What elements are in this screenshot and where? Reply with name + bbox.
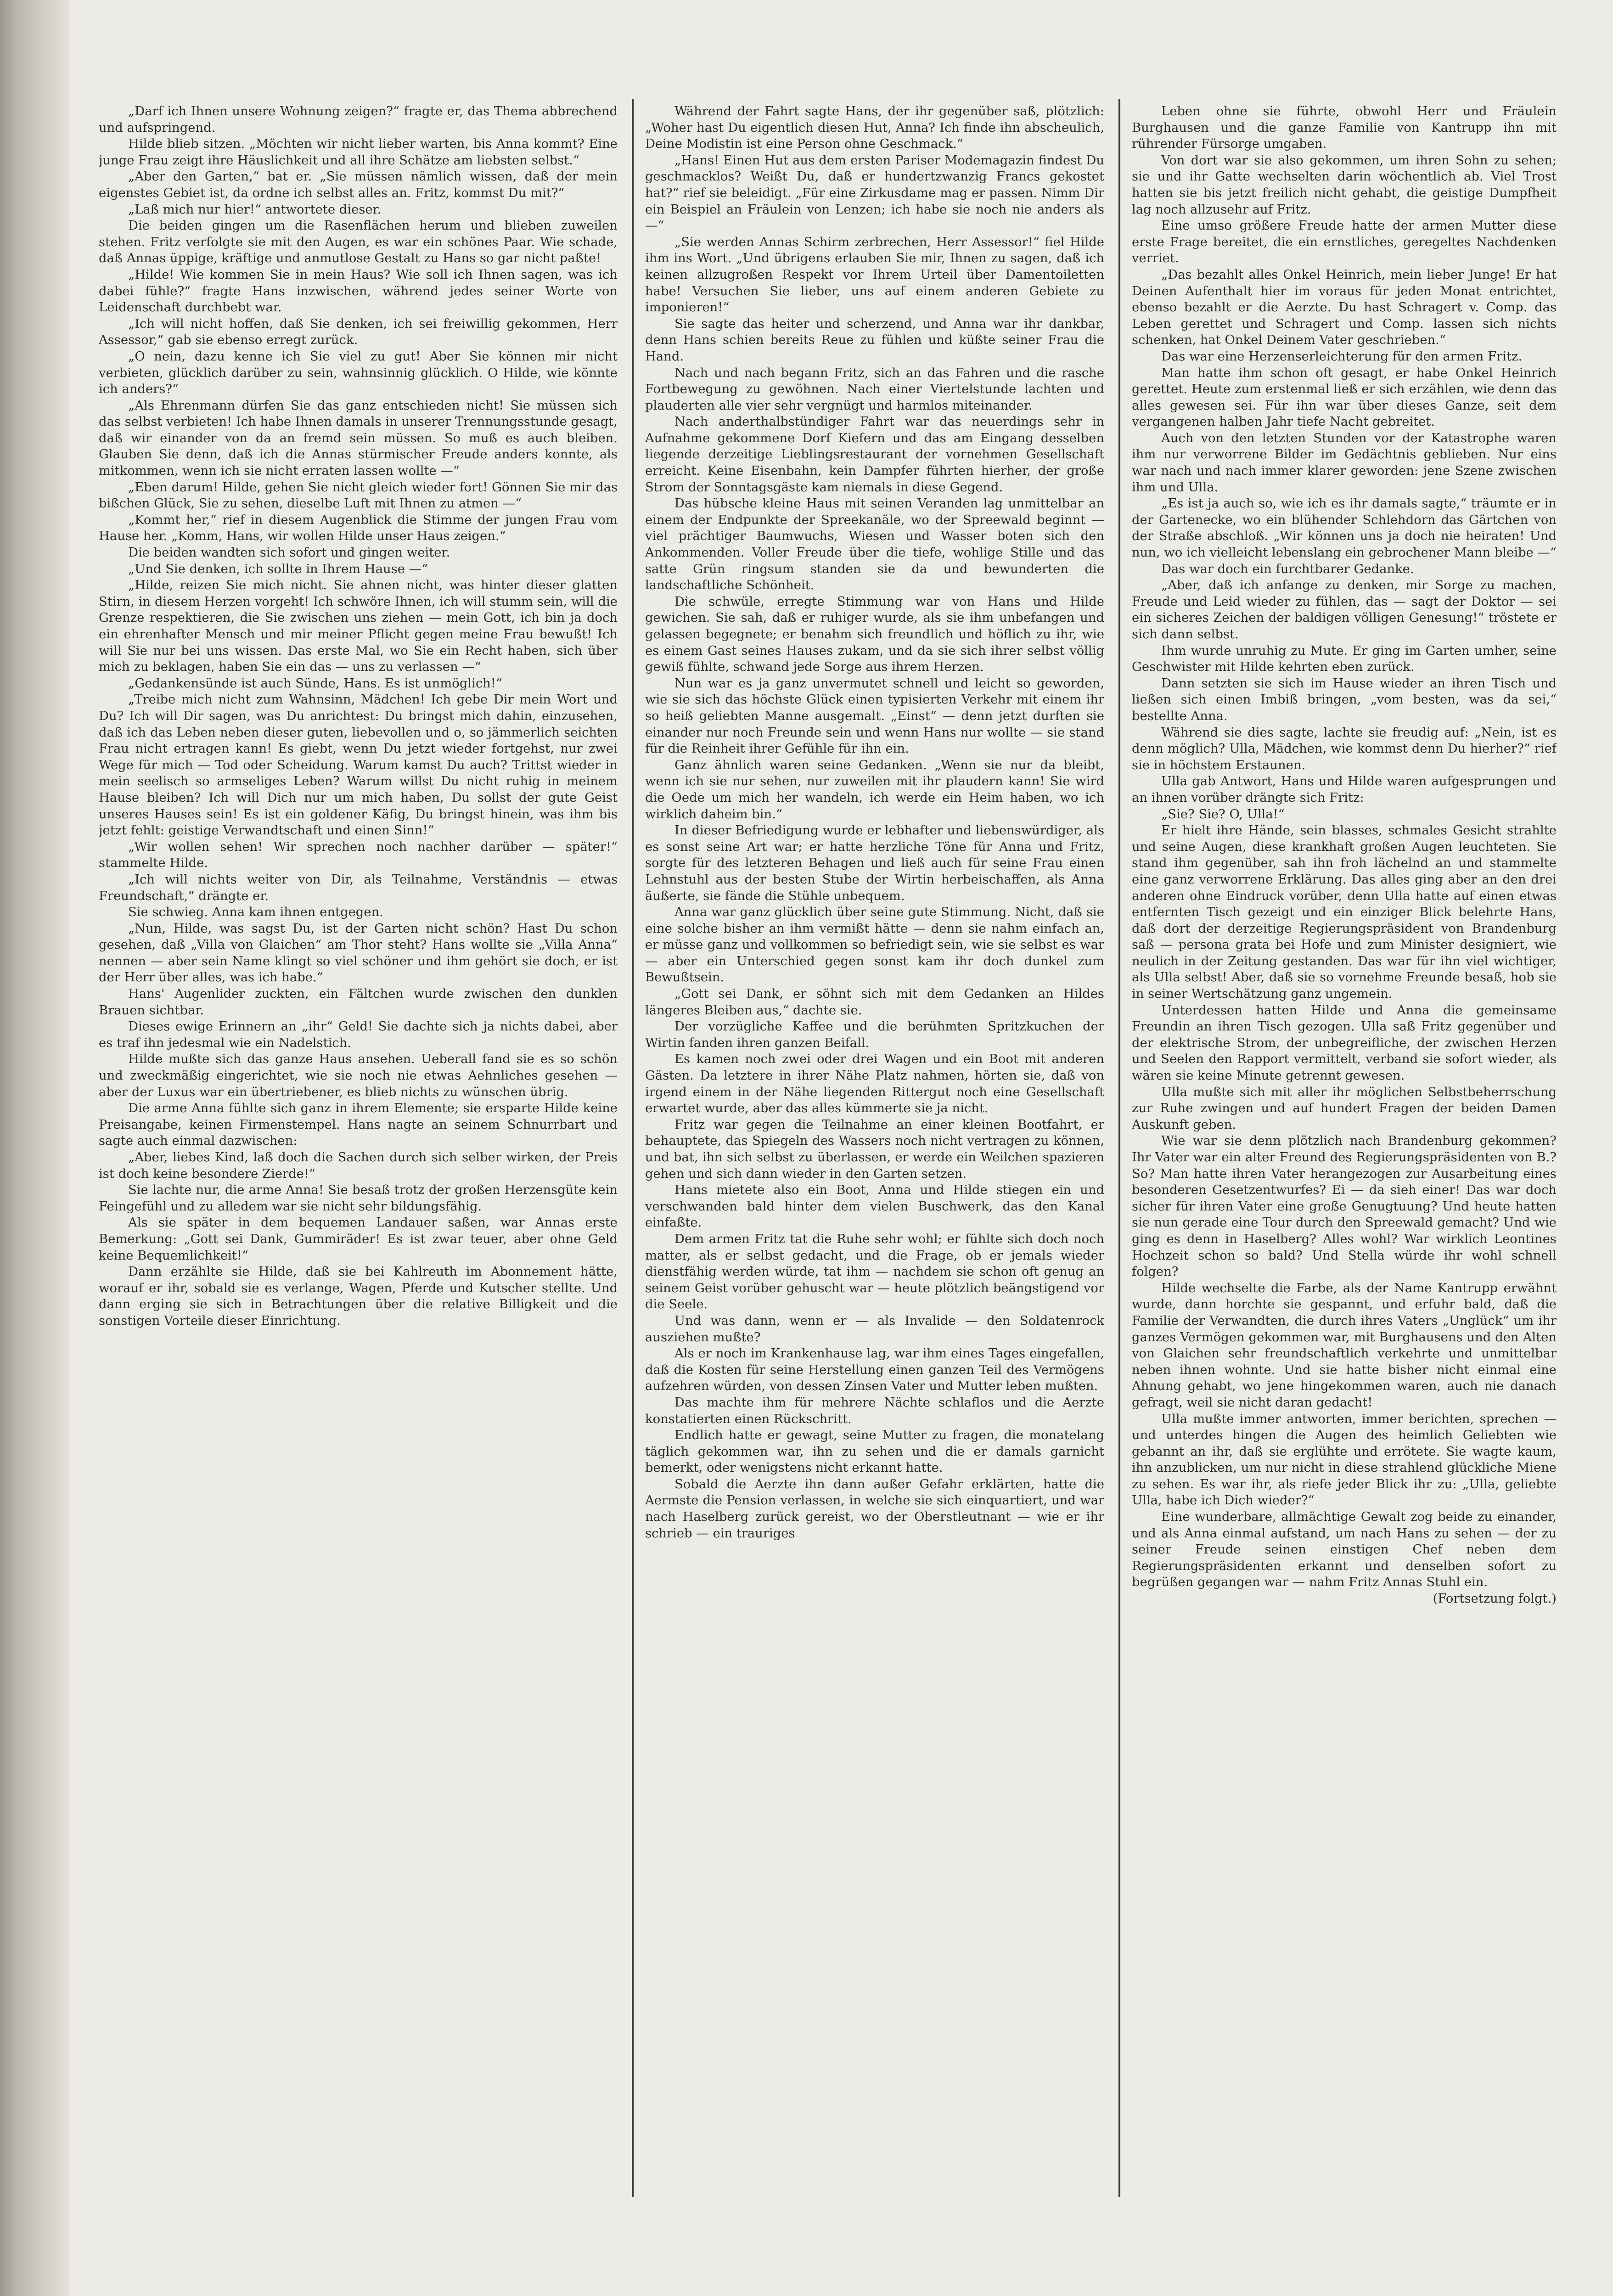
- text-column-2: [645, 103, 1104, 2197]
- paragraph: „Ich will nichts weiter von Dir, als Teilnahme, Verständnis — etwas Freundschaft,“ drängte er.: [99, 872, 618, 903]
- paragraph: „Als Ehrenmann dürfen Sie das ganz entschieden nicht! Sie müssen sich das selbst verbieten! Ich habe Ihnen damals in unserer Trennungsstunde gesagt, daß wir einander von da an fremd sein müssen. So muß es auch bleiben. Glauben Sie denn, daß ich die Annas stürmischer Freude anders konnte, als mitkommen, wenn ich sie nicht erraten lassen wollte —“: [99, 398, 618, 478]
- text-column-1: [99, 103, 618, 2197]
- paragraph: Dem armen Fritz tat die Ruhe sehr wohl; er fühlte sich doch noch matter, als er selbst gedacht, und die Frage, ob er jemals wieder dienstfähig werden würde, tat ihm — nachdem sie schon oft genug an seinem Geist vorüber gehuscht war — heute plötzlich beängstigend vor die Seele.: [645, 1232, 1104, 1312]
- paragraph: Das hübsche kleine Haus mit seinen Veranden lag unmittelbar an einem der Endpunkte der Spreekanäle, wo der Spreewald beginnt — viel prächtiger Baumwuchs, Wiesen und Wasser boten sich den Ankommenden. Voller Freude über die tiefe, wohlige Stille und das satte Grün ringsum standen sie da und bewunderten die landschaftliche Schönheit.: [645, 496, 1104, 593]
- paragraph: Das war doch ein furchtbarer Gedanke.: [1161, 562, 1414, 576]
- paragraph: Sie schwieg. Anna kam ihnen entgegen.: [128, 905, 383, 920]
- paragraph: Unterdessen hatten Hilde und Anna die gemeinsame Freundin an ihren Tisch gezogen. Ulla saß Fritz gegenüber und der elektrische Strom, der unbegreifliche, der zwischen Herzen und Seelen den Rapport vermittelt, verband sie sofort wieder, als wären sie keine Minute getrennt gewesen.: [1132, 1003, 1557, 1083]
- paragraph: Ganz ähnlich waren seine Gedanken. „Wenn sie nur da bleibt, wenn ich sie nur sehen, nur zuweilen mit ihr plaudern kann! Sie wird die Oede um mich her wandeln, ich werde ein Heim haben, wo ich wirklich daheim bin.“: [645, 758, 1104, 822]
- paragraph: „Das bezahlt alles Onkel Heinrich, mein lieber Junge! Er hat Deinen Aufenthalt hier im voraus für jeden Monat entrichtet, ebenso bezahlt er die Aerzte. Du hast Schragert v. Comp. das Leben gerettet und Schragert und Comp. lassen sich nichts schenken, hat Onkel Deinem Vater geschrieben.“: [1132, 267, 1557, 348]
- paragraph: Der vorzügliche Kaffee und die berühmten Spritzkuchen der Wirtin fanden ihren ganzen Beifall.: [645, 1019, 1104, 1050]
- paragraph: Das machte ihm für mehrere Nächte schlaflos und die Aerzte konstatierten einen Rückschritt.: [645, 1395, 1104, 1426]
- paragraph: Die beiden gingen um die Rasenflächen herum und blieben zuweilen stehen. Fritz verfolgte sie mit den Augen, es war ein schönes Paar. Wie schade, daß Annas üppige, kräftige und anmutlose Gestalt zu Hans so gar nicht paßte!: [99, 219, 618, 266]
- paragraph: Sie lachte nur, die arme Anna! Sie besaß trotz der großen Herzensgüte kein Feingefühl und zu alledem war sie nicht sehr bildungsfähig.: [99, 1183, 618, 1214]
- paragraph: Und was dann, wenn er — als Invalide — den Soldatenrock ausziehen mußte?: [645, 1313, 1104, 1345]
- paragraph: Man hatte ihm schon oft gesagt, er habe Onkel Heinrich gerettet. Heute zum erstenmal ließ er sich erzählen, wie denn das alles gewesen sei. Für ihn war über dieses Ganze, seit dem vergangenen halben Jahr tiefe Nacht gebreitet.: [1132, 366, 1557, 429]
- paragraph: Dieses ewige Erinnern an „ihr“ Geld! Sie dachte sich ja nichts dabei, aber es traf ihn jedesmal wie ein Nadelstich.: [99, 1019, 618, 1050]
- paragraph: Wie war sie denn plötzlich nach Brandenburg gekommen? Ihr Vater war ein alter Freund des Regierungspräsidenten von B.? So? Man hatte ihren Vater herangezogen zur Ausarbeitung eines besonderen Gesetzentwurfes? Ei — da sieh einer! Das war doch sicher für ihren Vater eine große Genugtuung? Und heute hatten sie nun gerade eine Tour durch den Spreewald gemacht? Und wie ging es denn in Haselberg? Alles wohl? War wirklich Leontines Hochzeit schon so bald? Und Stella würde ihr wohl schnell folgen?: [1132, 1134, 1557, 1279]
- paragraph: „Aber den Garten,“ bat er. „Sie müssen nämlich wissen, daß der mein eigenstes Gebiet ist, da ordne ich selbst alles an. Fritz, kommst Du mit?“: [99, 169, 618, 200]
- paragraph: Anna war ganz glücklich über seine gute Stimmung. Nicht, daß sie eine solche bisher an ihm vermißt hätte — denn sie nahm einfach an, er müsse ganz und vollkommen so befriedigt sein, wie sie selbst es war — aber ein Unterschied gegen sonst kam ihr doch dunkel zum Bewußtsein.: [645, 905, 1104, 985]
- paragraph: Es kamen noch zwei oder drei Wagen und ein Boot mit anderen Gästen. Da letztere in ihrer Nähe Platz nahmen, hörten sie, daß von irgend einem in der Nähe liegenden Rittergut noch eine Gesellschaft erwartet wurde, aber das alles kümmerte sie ja nicht.: [645, 1052, 1104, 1116]
- paragraph: Während sie dies sagte, lachte sie freudig auf: „Nein, ist es denn möglich? Ulla, Mädchen, wie kommst denn Du hierher?“ rief sie in höchstem Erstaunen.: [1132, 725, 1557, 772]
- paragraph: „Darf ich Ihnen unsere Wohnung zeigen?“ fragte er, das Thema abbrechend und aufspringend.: [99, 104, 618, 135]
- paragraph: Ulla mußte immer antworten, immer berichten, sprechen — und unterdes hingen die Augen des heimlich Geliebten wie gebannt an ihr, daß sie erglühte und errötete. Sie wagte kaum, ihn anzublicken, um nur nicht in diese strahlend glückliche Miene zu sehen. Es war ihr, als riefe jeder Blick ihr zu: „Ulla, geliebte Ulla, habe ich Dich wieder?“: [1132, 1412, 1557, 1508]
- paragraph: Die arme Anna fühlte sich ganz in ihrem Elemente; sie ersparte Hilde keine Preisangabe, keinen Firmenstempel. Hans nagte an seinem Schnurrbart und sagte auch einmal dazwischen:: [99, 1101, 618, 1148]
- paragraph: Hans' Augenlider zuckten, ein Fältchen wurde zwischen den dunklen Brauen sichtbar.: [99, 987, 618, 1018]
- paragraph: Nach und nach begann Fritz, sich an das Fahren und die rasche Fortbewegung zu gewöhnen. Nach einer Viertelstunde lachten und plauderten alle vier sehr vergnügt und harmlos miteinander.: [645, 366, 1104, 413]
- column-divider-1: [632, 99, 634, 2197]
- paragraph: Auch von den letzten Stunden vor der Katastrophe waren ihm nur verworrene Bilder im Gedächtnis geblieben. Nur eins war nach und nach immer klarer geworden: jene Szene zwischen ihm und Ulla.: [1132, 431, 1557, 495]
- paragraph: „Sie werden Annas Schirm zerbrechen, Herr Assessor!“ fiel Hilde ihm ins Wort. „Und übrigens erlauben Sie mir, Ihnen zu sagen, daß ich keinen allzugroßen Respekt vor Ihrem Urteil über Damentoiletten habe! Versuchen Sie lieber, uns auf einem anderen Gebiete zu imponieren!“: [645, 235, 1104, 315]
- paragraph: Endlich hatte er gewagt, seine Mutter zu fragen, die monatelang täglich gekommen war, ihn zu sehen und die er damals garnicht bemerkt, oder wenigstens nicht erkannt hatte.: [645, 1428, 1104, 1475]
- paragraph: „Sie? Sie? O, Ulla!“: [1161, 807, 1285, 822]
- paragraph: Ulla gab Antwort, Hans und Hilde waren aufgesprungen und an ihnen vorüber drängte sich Fritz:: [1132, 774, 1557, 805]
- paragraph: „Und Sie denken, ich sollte in Ihrem Hause —“: [128, 562, 428, 576]
- paragraph: Hans mietete also ein Boot, Anna und Hilde stiegen ein und verschwanden bald hinter dem vielen Buschwerk, das den Kanal einfaßte.: [645, 1183, 1104, 1230]
- paragraph: Hilde mußte sich das ganze Haus ansehen. Ueberall fand sie es so schön und zweckmäßig eingerichtet, wie sie noch nie etwas Aehnliches gesehen — aber der Luxus war ein übertriebener, es blieb nichts zu wünschen übrig.: [99, 1052, 618, 1099]
- paragraph: „Hilde! Wie kommen Sie in mein Haus? Wie soll ich Ihnen sagen, was ich dabei fühle?“ fragte Hans inzwischen, während jedes seiner Worte von Leidenschaft durchbebt war.: [99, 267, 618, 315]
- paragraph: „O nein, dazu kenne ich Sie viel zu gut! Aber Sie können mir nicht verbieten, glücklich darüber zu sein, wahnsinnig glücklich. O Hilde, wie könnte ich anders?“: [99, 349, 618, 397]
- paragraph: Sie sagte das heiter und scherzend, und Anna war ihr dankbar, denn Hans schien bereits Reue zu fühlen und küßte seiner Frau die Hand.: [645, 316, 1104, 364]
- paragraph: Als sie später in dem bequemen Landauer saßen, war Annas erste Bemerkung: „Gott sei Dank, Gummiräder! Es ist zwar teuer, aber ohne Geld keine Bequemlichkeit!“: [99, 1216, 618, 1263]
- paragraph: Dann setzten sie sich im Hause wieder an ihren Tisch und ließen sich einen Imbiß bringen, „vom besten, was da sei,“ bestellte Anna.: [1132, 676, 1557, 723]
- paragraph: Während der Fahrt sagte Hans, der ihr gegenüber saß, plötzlich: „Woher hast Du eigentlich diesen Hut, Anna? Ich finde ihn abscheulich, Deine Modistin ist eine Person ohne Geschmack.“: [645, 104, 1104, 152]
- paragraph: Er hielt ihre Hände, sein blasses, schmales Gesicht strahlte und seine Augen, diese krankhaft großen Augen leuchteten. Sie stand ihm gegenüber, sah ihn froh lächelnd an und stammelte eine ganz verworrene Erklärung. Das alles ging aber an den drei anderen ohne Eindruck vorüber, denn Ulla hatte auf einen etwas entfernten Tisch gezeigt und ein einziger Blick belehrte Hans, daß dort der derzeitige Regierungspräsident von Brandenburg saß — persona grata bei Hofe und zum Minister designiert, wie neulich in der Zeitung gestanden. Das war für ihn viel wichtiger, als Ulla selbst! Aber, daß sie so vornehme Freunde besaß, hob sie in seiner Wertschätzung ganz ungemein.: [1132, 823, 1557, 1002]
- paragraph: Die beiden wandten sich sofort und gingen weiter.: [128, 546, 450, 560]
- paragraph: „Hans! Einen Hut aus dem ersten Pariser Modemagazin findest Du geschmacklos? Weißt Du, daß er hundertzwanzig Francs gekostet hat?“ rief sie beleidigt. „Für eine Zirkusdame mag er passen. Nimm Dir ein Beispiel an Fräulein von Lenzen; ich habe sie noch nie anders als —“: [645, 153, 1104, 233]
- paragraph: Hilde blieb sitzen. „Möchten wir nicht lieber warten, bis Anna kommt? Eine junge Frau zeigt ihre Häuslichkeit und all ihre Schätze am liebsten selbst.“: [99, 137, 618, 168]
- column-divider-2: [1118, 99, 1120, 2197]
- paragraph: Ulla mußte sich mit aller ihr möglichen Selbstbeherrschung zur Ruhe zwingen und auf hundert Fragen der beiden Damen Auskunft geben.: [1132, 1085, 1557, 1132]
- paragraph: „Kommt her,“ rief in diesem Augenblick die Stimme der jungen Frau vom Hause her. „Komm, Hans, wir wollen Hilde unser Haus zeigen.“: [99, 512, 618, 544]
- paragraph: „Treibe mich nicht zum Wahnsinn, Mädchen! Ich gebe Dir mein Wort und Du? Ich will Dir sagen, was Du anrichtest: Du bringst mich dahin, einzusehen, daß ich das Leben neben dieser guten, liebevollen und o, so jämmerlich seichten Frau nicht ertragen kann! Es giebt, wenn Du jetzt wieder fortgehst, nur zwei Wege für mich — Tod oder Scheidung. Warum kamst Du auch? Trittst wieder in mein seelisch so armseliges Leben? Warum willst Du nicht ruhig in meinem Hause bleiben? Ich will Dich nur um mich haben, Du sollst der gute Geist unseres Hauses sein! Es ist ein goldener Käfig, Du bringst hinein, was ihm bis jetzt fehlt: geistige Verwandtschaft und einen Sinn!“: [99, 692, 618, 838]
- paragraph: Von dort war sie also gekommen, um ihren Sohn zu sehen; sie und ihr Gatte wechselten darin wöchentlich ab. Viel Trost hatten sie bis jetzt freilich nicht gehabt, die geistige Dumpfheit lag noch allzusehr auf Fritz.: [1132, 153, 1557, 217]
- paragraph: Sobald die Aerzte ihn dann außer Gefahr erklärten, hatte die Aermste die Pension verlassen, in welche sie sich einquartiert, und war nach Haselberg zurück gereist, wo der Oberstleutnant — wie er ihr schrieb — ein trauriges: [645, 1477, 1104, 1541]
- paragraph: Hilde wechselte die Farbe, als der Name Kantrupp erwähnt wurde, dann horchte sie gespannt, und erfuhr bald, daß die Familie der Verwandten, die durch ihres Vaters „Unglück“ um ihr ganzes Vermögen gekommen war, mit Burghausens und den Alten von Glaichen sehr freundschaftlich verkehrte und unmittelbar neben ihnen wohnte. Und sie hatte bisher nicht einmal eine Ahnung gehabt, wo jene hingekommen waren, auch nie danach gefragt, weil sie nicht daran gedacht!: [1132, 1281, 1557, 1410]
- paragraph: Ihm wurde unruhig zu Mute. Er ging im Garten umher, seine Geschwister mit Hilde kehrten eben zurück.: [1132, 643, 1557, 675]
- paragraph: Die schwüle, erregte Stimmung war von Hans und Hilde gewichen. Sie sah, daß er ruhiger wurde, als sie ihm unbefangen und gelassen begegnete; er benahm sich freundlich und höflich zu ihr, wie es einem Gast seines Hauses zukam, und da sie sich ihrer selbst völlig gewiß fühlte, schwand jede Sorge aus ihrem Herzen.: [645, 594, 1104, 675]
- paragraph: „Gott sei Dank, er söhnt sich mit dem Gedanken an Hildes längeres Bleiben aus,“ dachte sie.: [645, 987, 1104, 1018]
- paragraph: Eine umso größere Freude hatte der armen Mutter diese erste Frage bereitet, die ein ernstliches, geregeltes Nachdenken verriet.: [1132, 219, 1557, 266]
- paragraph: „Gedankensünde ist auch Sünde, Hans. Es ist unmöglich!“: [128, 676, 502, 691]
- paragraph: Leben ohne sie führte, obwohl Herr und Fräulein Burghausen und die ganze Familie von Kantrupp ihn mit rührender Fürsorge umgaben.: [1132, 104, 1557, 152]
- paragraph: Eine wunderbare, allmächtige Gewalt zog beide zu einander, und als Anna einmal aufstand, um nach Hans zu sehen — der zu seiner Freude seinen einstigen Chef neben dem Regierungspräsidenten erkannt und denselben sofort zu begrüßen gegangen war — nahm Fritz Annas Stuhl ein.: [1132, 1510, 1557, 1590]
- paragraph: „Hilde, reizen Sie mich nicht. Sie ahnen nicht, was hinter dieser glatten Stirn, in diesem Herzen vorgeht! Ich schwöre Ihnen, ich will stumm sein, will die Grenze respektieren, die Sie zwischen uns ziehen — mein Gott, ich bin ja doch ein ehrenhafter Mensch und mir meiner Pflicht gegen meine Frau bewußt! Ich will Sie nur bei uns wissen. Das erste Mal, wo Sie ein Recht haben, sich über mich zu beklagen, haben Sie ein das — uns zu verlassen —“: [99, 578, 618, 675]
- paragraph: „Aber, daß ich anfange zu denken, mir Sorge zu machen, Freude und Leid wieder zu fühlen, das — sagt der Doktor — sei ein sicheres Zeichen der baldigen völligen Genesung!“ tröstete er sich dann selbst.: [1132, 578, 1557, 642]
- paragraph: „Es ist ja auch so, wie ich es ihr damals sagte,“ träumte er in der Gartenecke, wo ein blühender Schlehdorn das Gärtchen von der Straße abschloß. „Wir können uns ja doch nie heiraten! Und nun, wo ich vielleicht lebenslang ein gebrochener Mann bleibe —“: [1132, 496, 1557, 560]
- paragraph: Als er noch im Krankenhause lag, war ihm eines Tages eingefallen, daß die Kosten für seine Herstellung einen ganzen Teil des Vermögens aufzehren würden, von dessen Zinsen Vater und Mutter leben mußten.: [645, 1346, 1104, 1394]
- paragraph: Nun war es ja ganz unvermutet schnell und leicht so geworden, wie sie sich das höchste Glück einen typisierten Verkehr mit einem ihr so heiß geliebten Manne ausgemalt. „Einst“ — denn jetzt durften sie einander nur noch Freunde sein und wenn Hans nur wollte — sie stand für die Reinheit ihrer Gefühle für ihn ein.: [645, 676, 1104, 756]
- paragraph: „Wir wollen sehen! Wir sprechen noch nachher darüber — später!“ stammelte Hilde.: [99, 839, 618, 871]
- paragraph: „Ich will nicht hoffen, daß Sie denken, ich sei freiwillig gekommen, Herr Assessor,“ gab sie ebenso erregt zurück.: [99, 316, 618, 348]
- paragraph: „Nun, Hilde, was sagst Du, ist der Garten nicht schön? Hast Du schon gesehen, daß „Villa von Glaichen“ am Thor steht? Hans wollte sie „Villa Anna“ nennen — aber sein Name klingt so viel schöner und ihm gehört sie doch, er ist der Herr über alles, was ich habe.“: [99, 921, 618, 985]
- paragraph: Fritz war gegen die Teilnahme an einer kleinen Bootfahrt, er behauptete, das Spiegeln des Wassers noch nicht vertragen zu können, und bat, ihn sich selbst zu überlassen, er werde ein Weilchen spazieren gehen und sich dann wieder in den Garten setzen.: [645, 1117, 1104, 1181]
- paragraph: Dann erzählte sie Hilde, daß sie bei Kahlreuth im Abonnement hätte, worauf er ihr, sobald sie es verlange, Wagen, Pferde und Kutscher stellte. Und dann erging sie sich in Betrachtungen über die relative Billigkeit und die sonstigen Vorteile dieser Einrichtung.: [99, 1265, 618, 1328]
- paragraph: „Laß mich nur hier!“ antwortete dieser.: [128, 202, 382, 217]
- paragraph: Nach anderthalbstündiger Fahrt war das neuerdings sehr in Aufnahme gekommene Dorf Kiefern und das am Eingang desselben liegende derzeitige Lieblingsrestaurant der vornehmen Gesellschaft erreicht. Keine Eisenbahn, kein Dampfer führten hierher, der große Strom der Sonntagsgäste kam niemals in diese Gegend.: [645, 415, 1104, 495]
- continuation-note: (Fortsetzung folgt.): [1433, 1592, 1557, 1606]
- paragraph: In dieser Befriedigung wurde er lebhafter und liebenswürdiger, als es sonst seine Art war; er hatte herzliche Töne für Anna und Fritz, sorgte für des letzteren Behagen und ließ auch für seine Frau einen Lehnstuhl aus der besten Stube der Wirtin herbeischaffen, als Anna äußerte, sie fände die Stühle unbequem.: [645, 823, 1104, 903]
- paragraph: „Eben darum! Hilde, gehen Sie nicht gleich wieder fort! Gönnen Sie mir das bißchen Glück, Sie zu sehen, dieselbe Luft mit Ihnen zu atmen —“: [99, 480, 618, 511]
- page-binding-edge: [0, 0, 69, 2296]
- paragraph: „Aber, liebes Kind, laß doch die Sachen durch sich selber wirken, der Preis ist doch keine besondere Zierde!“: [99, 1150, 618, 1181]
- paragraph: Das war eine Herzenserleichterung für den armen Fritz.: [1161, 349, 1523, 364]
- text-column-3: [1132, 103, 1557, 2197]
